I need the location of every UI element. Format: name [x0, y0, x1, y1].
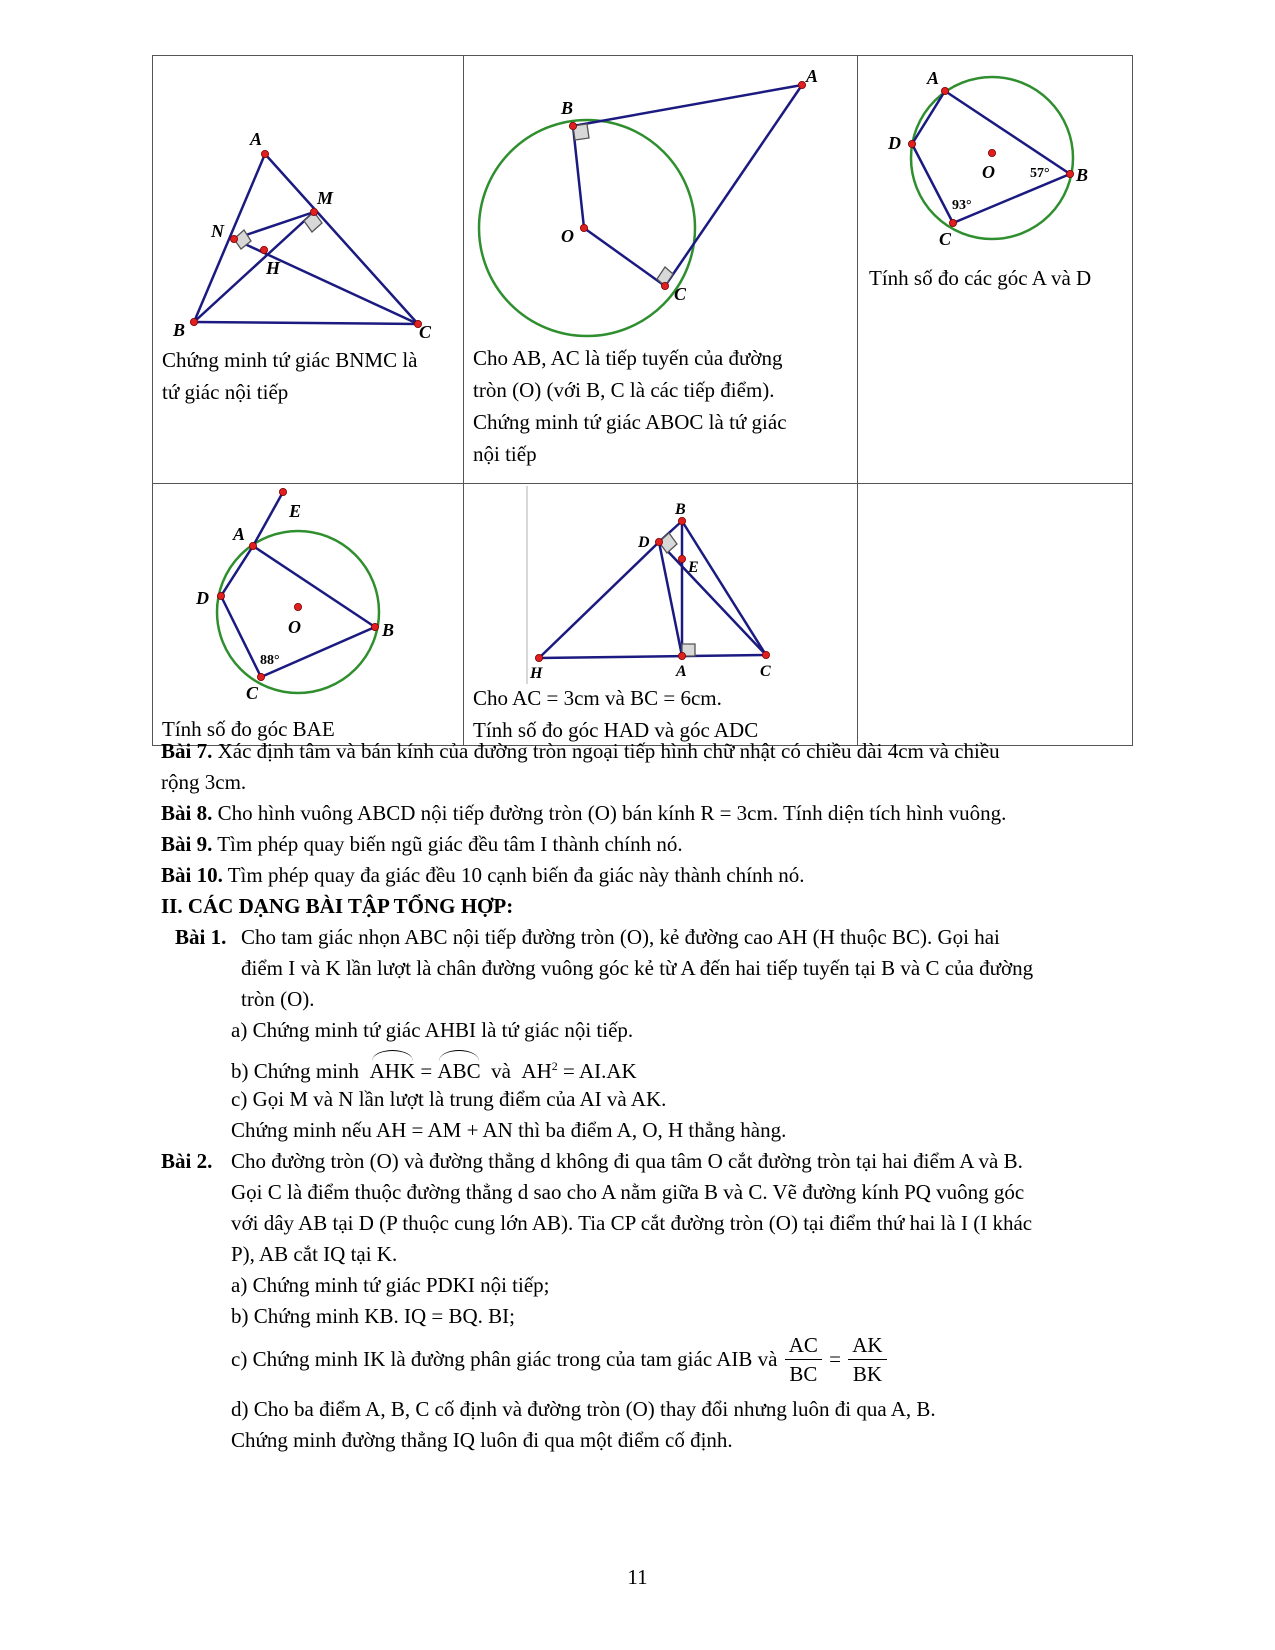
label-a: A — [250, 129, 263, 149]
caption-line: tròn (O) (với B, C là các tiếp điểm). — [473, 378, 775, 402]
label-c: C — [939, 229, 952, 249]
problem-1-line-2: điểm I và K lần lượt là chân đường vuông góc kẻ từ A đến hai tiếp tuyến tại B và C của đường — [241, 956, 1034, 980]
numerator-ak: AK — [848, 1331, 886, 1360]
problem-text: Cho tam giác nhọn ABC nội tiếp đường tròn (O), kẻ đường cao AH (H thuộc BC). Gọi hai — [241, 925, 1000, 949]
figure-cell-1 — [153, 56, 464, 484]
denominator-bk: BK — [852, 1362, 883, 1386]
exercise-7 — [161, 735, 1000, 767]
quadrilateral-abcd — [221, 546, 375, 677]
circle-o — [217, 531, 379, 693]
radius-oc — [584, 228, 665, 286]
segment-ac — [265, 154, 418, 324]
label-d: D — [196, 588, 209, 608]
problem-2-part-b: b) Chứng minh KB. IQ = BQ. BI; — [231, 1304, 515, 1328]
point-d — [908, 140, 915, 147]
segment-bc — [682, 521, 766, 655]
caption-line: Tính số đo góc BAE — [162, 717, 335, 741]
point-o — [988, 149, 995, 156]
angle-c-93: 93° — [952, 198, 972, 213]
label-b: B — [1076, 165, 1089, 185]
figure-cell-5 — [464, 484, 858, 746]
point-b — [371, 623, 378, 630]
point-e — [678, 555, 685, 562]
point-a — [249, 542, 256, 549]
numerator-ac: AC — [785, 1331, 822, 1360]
exercise-label: Bài 7. — [161, 739, 213, 763]
segment-dc — [659, 542, 766, 655]
point-b — [678, 517, 685, 524]
point-c — [949, 219, 956, 226]
rhs-ai-ak: = AI.AK — [563, 1059, 637, 1083]
exercise-9 — [161, 828, 683, 860]
point-d — [655, 538, 662, 545]
problem-1-part-a: a) Chứng minh tứ giác AHBI là tứ giác nội tiếp. — [231, 1018, 634, 1042]
ah-term: AH — [521, 1059, 552, 1083]
quadrilateral-abcd — [912, 91, 1070, 223]
exercise-label: Bài 10. — [161, 863, 223, 887]
label-o: O — [288, 617, 301, 637]
problem-2-part-d2: Chứng minh đường thẳng IQ luôn đi qua một điểm cố định. — [231, 1428, 733, 1452]
point-a — [261, 150, 268, 157]
segment-hc — [539, 655, 766, 658]
exercise-label: Bài 9. — [161, 832, 213, 856]
label-c: C — [760, 663, 771, 680]
segment-hd — [539, 542, 659, 658]
section-title: II. CÁC DẠNG BÀI TẬP TỔNG HỢP: — [161, 894, 514, 918]
point-d — [217, 592, 224, 599]
problem-label: Bài 2. — [161, 1149, 213, 1173]
figure-angle-bae — [153, 484, 464, 704]
problem-text: Cho đường tròn (O) và đường thẳng d không đi qua tâm O cắt đường tròn tại hai điểm A và B. — [231, 1149, 1023, 1173]
caption-line: Chứng minh tứ giác ABOC là tứ giác — [473, 410, 787, 434]
problem-2 — [161, 1145, 1023, 1177]
figure-tangents-aboc — [464, 56, 858, 356]
label-b: B — [675, 501, 686, 518]
problem-2-line-4: P), AB cắt IQ tại K. — [231, 1242, 398, 1266]
exercise-text: Tìm phép quay biến ngũ giác đều tâm I thành chính nó. — [217, 832, 683, 856]
point-a — [798, 81, 805, 88]
caption-line: Tính số đo góc HAD và góc ADC — [473, 718, 759, 742]
figure-cell-2 — [464, 56, 858, 484]
caption-line: tứ giác nội tiếp — [162, 380, 289, 404]
arc-abc: ABC — [437, 1055, 480, 1087]
problem-2-part-c — [231, 1331, 889, 1388]
point-m — [310, 208, 317, 215]
equals-sign: = — [829, 1347, 842, 1371]
label-n: N — [211, 221, 224, 241]
label-o: O — [982, 162, 995, 182]
point-b — [569, 122, 576, 129]
caption-cell-1 — [162, 344, 418, 408]
caption-line: Tính số đo các góc A và D — [869, 266, 1092, 290]
point-a — [678, 652, 685, 659]
figure-angle-had-adc — [464, 484, 858, 694]
angle-c-88: 88° — [260, 653, 280, 668]
label-m: M — [317, 188, 334, 208]
label-a: A — [806, 66, 819, 86]
exercise-8 — [161, 797, 1006, 829]
label-a: A — [927, 68, 940, 88]
label-d: D — [888, 133, 901, 153]
circle-o — [911, 77, 1073, 239]
problem-1-part-b — [231, 1050, 637, 1087]
label-a: A — [233, 524, 246, 544]
label-d: D — [638, 534, 650, 551]
point-b — [1066, 170, 1073, 177]
caption-cell-3 — [869, 262, 1091, 294]
point-a — [941, 87, 948, 94]
exercise-text: Xác định tâm và bán kính của đường tròn ngoại tiếp hình chữ nhật có chiều dài 4cm và chiều — [217, 739, 1000, 763]
fraction-ak-bk — [848, 1331, 886, 1388]
label-b: B — [382, 620, 395, 640]
point-n — [230, 235, 237, 242]
label-b: B — [173, 320, 186, 340]
problem-label: Bài 1. — [175, 925, 227, 949]
exercise-label: Bài 8. — [161, 801, 213, 825]
exponent-2: 2 — [551, 1059, 558, 1073]
figure-cell-4 — [153, 484, 464, 746]
caption-line: Chứng minh tứ giác BNMC là — [162, 348, 418, 372]
part-b-prefix: b) Chứng minh — [231, 1059, 360, 1083]
label-o: O — [561, 226, 574, 246]
label-a: A — [676, 663, 687, 680]
point-o — [294, 603, 301, 610]
point-h — [535, 654, 542, 661]
label-c: C — [674, 284, 687, 304]
label-h: H — [530, 665, 543, 682]
problem-2-line-2: Gọi C là điểm thuộc đường thẳng d sao cho A nằm giữa B và C. Vẽ đường kính PQ vuông góc — [231, 1180, 1025, 1204]
point-c — [762, 651, 769, 658]
figure-quad-abcd — [858, 56, 1133, 256]
point-b — [190, 318, 197, 325]
label-e: E — [688, 559, 699, 576]
page-number: 11 — [627, 1565, 648, 1589]
label-c: C — [419, 322, 432, 342]
problem-1 — [175, 921, 1000, 953]
figure-triangle-bnmc — [153, 56, 464, 356]
problem-2-line-3: với dây AB tại D (P thuộc cung lớn AB). Tia CP cắt đường tròn (O) tại điểm thứ hai là I (I khác — [231, 1211, 1033, 1235]
tangent-ab — [573, 85, 802, 126]
fraction-ac-bc — [785, 1331, 822, 1388]
label-b: B — [561, 98, 574, 118]
label-e: E — [289, 501, 302, 521]
point-c — [257, 673, 264, 680]
denominator-bc: BC — [789, 1362, 818, 1386]
problem-2-part-a: a) Chứng minh tứ giác PDKI nội tiếp; — [231, 1273, 550, 1297]
part-c-text: c) Chứng minh IK là đường phân giác trong của tam giác AIB và — [231, 1347, 778, 1371]
radius-ob — [573, 126, 584, 228]
problem-1-part-c2: Chứng minh nếu AH = AM + AN thì ba điểm A, O, H thẳng hàng. — [231, 1118, 787, 1142]
point-e — [279, 488, 286, 495]
exercise-7-cont: rộng 3cm. — [161, 770, 247, 794]
caption-cell-2 — [473, 342, 787, 470]
problem-2-part-d1: d) Cho ba điểm A, B, C cố định và đường tròn (O) thay đổi nhưng luôn đi qua A, B. — [231, 1397, 936, 1421]
segment-ab — [194, 154, 265, 322]
exercise-10 — [161, 859, 804, 891]
point-h — [260, 246, 267, 253]
and-word: và — [491, 1059, 511, 1083]
label-h: H — [266, 258, 281, 278]
equals-sign: = — [420, 1059, 433, 1083]
segment-bc — [194, 322, 418, 324]
figure-cell-3 — [858, 56, 1133, 484]
point-c — [661, 282, 668, 289]
caption-line: nội tiếp — [473, 442, 537, 466]
exercise-text: Tìm phép quay đa giác đều 10 cạnh biến đa giác này thành chính nó. — [227, 863, 805, 887]
figure-table — [152, 55, 1133, 746]
caption-line: Cho AC = 3cm và BC = 6cm. — [473, 686, 722, 710]
point-o — [580, 224, 587, 231]
problem-1-line-3: tròn (O). — [241, 987, 315, 1011]
exercise-text: Cho hình vuông ABCD nội tiếp đường tròn (O) bán kính R = 3cm. Tính diện tích hình vuông. — [217, 801, 1007, 825]
arc-ahk: AHK — [370, 1055, 416, 1087]
angle-b-57: 57° — [1030, 166, 1050, 181]
caption-line: Cho AB, AC là tiếp tuyến của đường — [473, 346, 783, 370]
problem-1-part-c1: c) Gọi M và N lần lượt là trung điểm của AI và AK. — [231, 1087, 667, 1111]
label-c: C — [246, 683, 259, 703]
figure-cell-6-empty — [858, 484, 1133, 746]
